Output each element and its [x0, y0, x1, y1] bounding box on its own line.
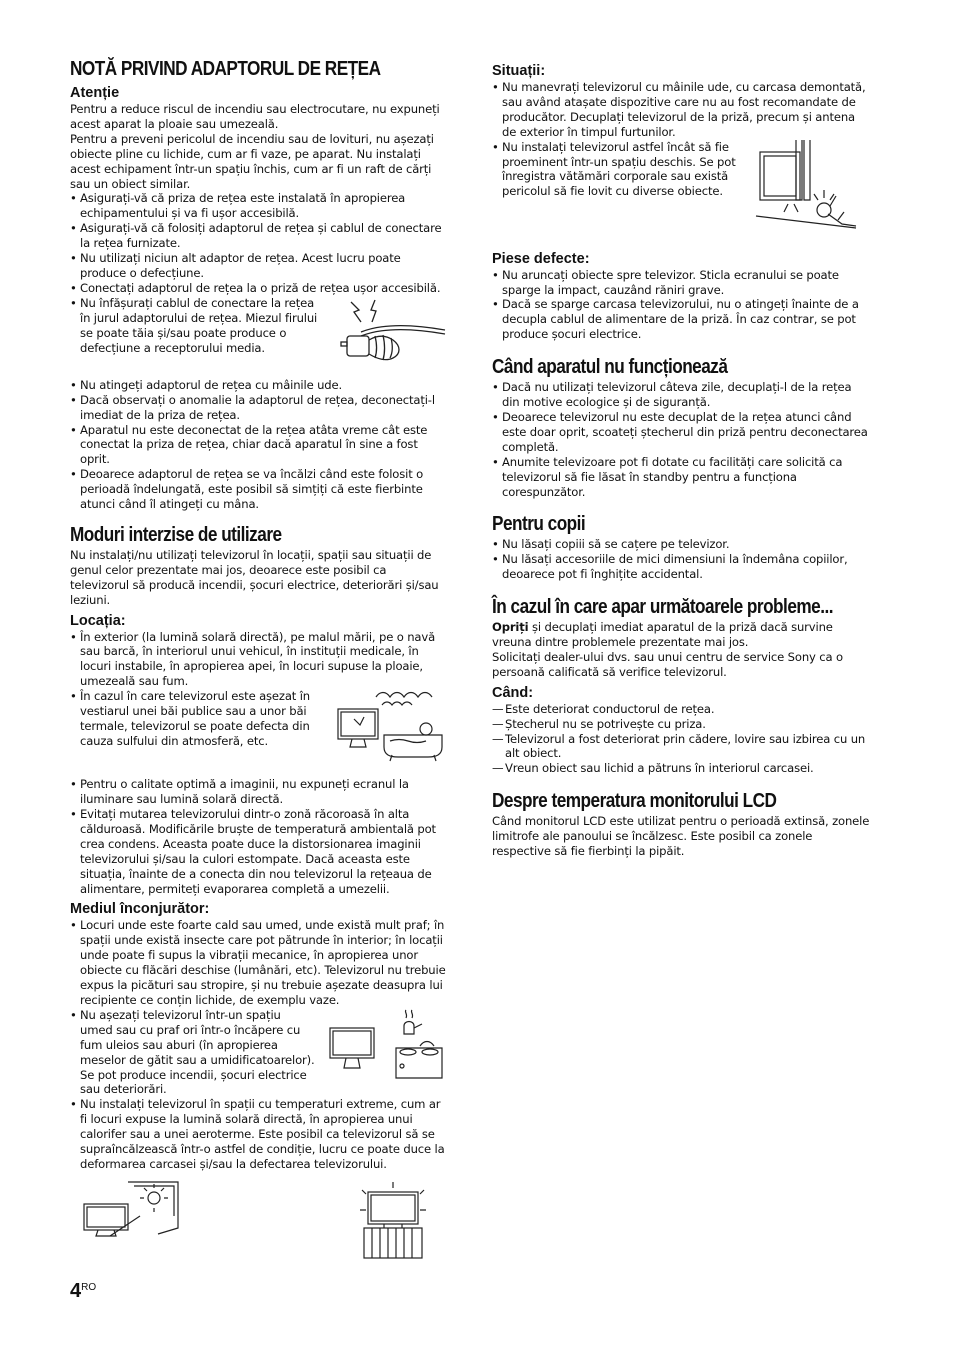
bullet-list [70, 918, 446, 1007]
list-item: • Nu lăsați copiii să se cațere pe televizor. [492, 537, 870, 552]
list-item: • În cazul în care televizorul este așezat în vestiarul unei băi publice sau a unor băi termale, televizorul se poate defecta din cauza sulfului din atmosferă, etc. [70, 689, 318, 749]
paragraph: Solicitați dealer-ului dvs. sau unui centru de service Sony ca o persoană calificată să verifice televizorul. [492, 649, 843, 679]
bullet-list [70, 191, 446, 295]
subsection-title-cand: Când: [492, 684, 534, 701]
bullet-list [70, 630, 446, 690]
list-item: • Nu lăsați accesoriile de mici dimensiuni la îndemâna copiilor, deoarece pot fi înghițite accidental. [492, 552, 870, 582]
section-title-prohibited-use: Moduri interzise de utilizare [70, 523, 282, 546]
list-item: • Evitați mutarea televizorului dintr-o zonă răcoroasă în alta călduroasă. Modificările bruște de temperatură ambientală pot crea condens. Aceasta poate duce la distorsionarea imaginii televizorului și/sau la culori estompate. Dacă aceasta este situația, înainte de a conecta din nou televizorul la rețeaua de alimentare, permiteți evaporarea completă a umezelii. [70, 807, 446, 896]
kitchen-block [70, 1008, 446, 1097]
paragraph: Pentru a reduce riscul de incendiu sau electrocutare, nu expuneți acest aparat la ploaie sau umezeală. [70, 102, 440, 131]
bullet-list [70, 378, 446, 512]
section-title-not-working: Când aparatul nu funcționează [492, 356, 728, 379]
subsection-title-locatia: Locația: [70, 612, 126, 629]
page-number: $4^{RO}$ [70, 1280, 97, 1302]
paragraph: Opriți și decuplați imediat aparatul de la priză dacă survine vreuna dintre problemele prezentate mai jos. [492, 620, 833, 650]
section-title-lcd-temperature: Despre temperatura monitorului LCD [492, 790, 777, 813]
paragraph: Pentru a preveni pericolul de incendiu sau de lovituri, nu așezați obiecte pline cu lichide, cum ar fi vaze, pe aparat. Nu instalați acest echipament într-un spațiu închis, cum ar fi un raft de cărți sau un obiect similar. [70, 131, 434, 191]
dash-list [492, 702, 870, 777]
list-item: • Nu instalați televizorul astfel încât să fie proeminent într-un spațiu deschis. Se pot înregistra vătămări corporale sau există pericolul să fie lovit cu diverse obiecte. [492, 140, 744, 200]
list-item: • Asigurați-vă că folosiți adaptorul de rețea și cablul de conectare la rețea furnizate. [70, 221, 446, 251]
bullet-list [492, 80, 870, 140]
list-item: — Vreun obiect sau lichid a pătruns în interiorul carcasei. [492, 761, 870, 776]
bullet-list [70, 1097, 446, 1172]
list-item: • Conectați adaptorul de rețea la o priză de rețea ușor accesibilă. [70, 281, 446, 296]
list-item: • Anumite televizoare pot fi dotate cu facilități care solicită ca televizorul să fie lăsat în standby pentru a funcționa corespunzător. [492, 455, 870, 500]
page-lang: RO [81, 1282, 97, 1293]
list-item: • Dacă se sparge carcasa televizorului, nu o atingeți înainte de a decupla cablul de alimentare de la priză. În caz contrar, se pot produce șocuri electrice. [492, 297, 870, 342]
paragraph: Când monitorul LCD este utilizat pentru o perioadă extinsă, zonele limitrofe ale panoului se încălzesc. Este posibil ca zonele respective să fie fierbinți la pipăit. [492, 814, 870, 859]
bullet-list [492, 380, 870, 499]
list-item: • Nu utilizați niciun alt adaptor de rețea. Acest lucru poate produce o defecțiune. [70, 251, 446, 281]
tv-sunlight-illustration [80, 1180, 180, 1240]
list-item: — Este deteriorat conductorul de rețea. [492, 702, 870, 717]
section-title-adapter: NOTĂ PRIVIND ADAPTORUL DE REȚEA [70, 58, 381, 80]
left-column [70, 56, 446, 1260]
list-item: • Nu așezați televizorul într-un spațiu umed sau cu praf ori într-o încăpere cu fum uleios sau aburi (în apropierea meselor de gătit sau a umidificatoarelor). Se pot produce incendii, șocuri electrice sau deteriorări. [70, 1008, 316, 1097]
bath-block [70, 689, 446, 777]
heat-illustrations [70, 1180, 446, 1260]
bullet-list [492, 268, 870, 343]
tv-kitchen-illustration [326, 1008, 446, 1080]
adapter-wrap-block [70, 296, 446, 378]
bold-text: Opriți [492, 620, 529, 635]
section-title-children: Pentru copii [492, 513, 586, 536]
bullet-list [492, 537, 870, 582]
list-item: • Nu instalați televizorul în spații cu temperaturi extreme, cum ar fi locuri expuse la lumină solară directă, în apropierea unui calorifer sau a unei aeroterme. Este posibil ca televizorul să se supraîncălzească într-o astfel de condiție, lucru ce poate duce la deformarea carcasei și/sau la defectarea televizorului. [70, 1097, 446, 1172]
list-item: • În exterior (la lumină solară directă), pe malul mării, pe o navă sau barcă, în interiorul unui vehicul, în instituții medicale, în locuri instabile, în apropierea apei, în locuri supuse la ploaie, umezeală sau fum. [70, 630, 446, 690]
subsection-title-piese: Piese defecte: [492, 250, 590, 267]
list-item: • Dacă nu utilizați televizorul câteva zile, decuplați-l de la rețea din motive ecologice și de siguranță. [492, 380, 870, 410]
bullet-list [70, 777, 446, 896]
list-item: • Nu înfășurați cablul de conectare la rețea în jurul adaptorului de rețea. Miezul firului se poate tăia și/sau poate produce o defecțiune a receptorului media. [70, 296, 321, 356]
subsection-title-situatii: Situații: [492, 63, 546, 79]
list-item: • Dacă observați o anomalie la adaptorul de rețea, deconectați-l imediat de la priza de rețea. [70, 393, 446, 423]
wall-tv-block [492, 140, 870, 238]
list-item: • Asigurați-vă că priza de rețea este instalată în apropierea echipamentului și va fi ușor accesibilă. [70, 191, 446, 221]
list-item: • Deoarece adaptorul de rețea se va încălzi când este folosit o perioadă îndelungată, este posibil să simțiți că este fierbinte atunci când îl atingeți cu mâna. [70, 467, 446, 512]
list-item: • Pentru o calitate optimă a imaginii, nu expuneți ecranul la iluminare sau lumină solară directă. [70, 777, 446, 807]
wall-mounted-tv-illustration [754, 140, 870, 236]
list-item: — Televizorul a fost deteriorat prin cădere, lovire sau izbirea cu un alt obiect. [492, 732, 870, 762]
list-item: • Nu aruncați obiecte spre televizor. Sticla ecranului se poate sparge la impact, cauzând răniri grave. [492, 268, 870, 298]
list-item: • Nu atingeți adaptorul de rețea cu mâinile ude. [70, 378, 446, 393]
list-item: • Locuri unde este foarte cald sau umed, unde există mult praf; în spații unde există insecte care pot pătrunde în interior; în locații unde poate fi supus la vibrații mecanice, în apropierea unor obiecte cu flăcări deschise (lumânări, etc). Televizorul nu trebuie expus la picături sau stropire, și nu trebuie așezate deasupra lui recipiente ce conțin lichide, de exemplu vaze. [70, 918, 446, 1007]
paragraph: Nu instalați/nu utilizați televizorul în locații, spații sau situații de genul celor prezentate mai jos, deoarece este posibil ca televizorul să producă incendii, șocuri electrice, deteriorări și/sau leziuni. [70, 547, 439, 607]
adapter-cable-illustration [331, 296, 446, 364]
list-item: • Nu manevrați televizorul cu mâinile ude, cu carcasa demontată, sau având atașate dispozitive care nu au fost recomandate de producător. Decuplați televizorul de la priză, precum și antena de exterior în timpul furtunilor. [492, 80, 870, 140]
tv-bath-illustration [326, 689, 446, 763]
list-item: — Ștecherul nu se potrivește cu priza. [492, 717, 870, 732]
right-column [492, 62, 870, 859]
list-item: • Deoarece televizorul nu este decuplat de la rețea atunci când este doar oprit, scoateți ștecherul din priză pentru deconectarea completă. [492, 410, 870, 455]
tv-radiator-illustration [356, 1180, 436, 1260]
subsection-title-mediul: Mediul înconjurător: [70, 901, 210, 918]
section-title-problems: În cazul în care apar următoarele probleme... [492, 596, 833, 619]
list-item: • Aparatul nu este deconectat de la rețea atâta vreme cât este conectat la priza de rețea, chiar dacă aparatul în sine a fost oprit. [70, 423, 446, 468]
subsection-title-atentie: Atenție [70, 85, 120, 101]
